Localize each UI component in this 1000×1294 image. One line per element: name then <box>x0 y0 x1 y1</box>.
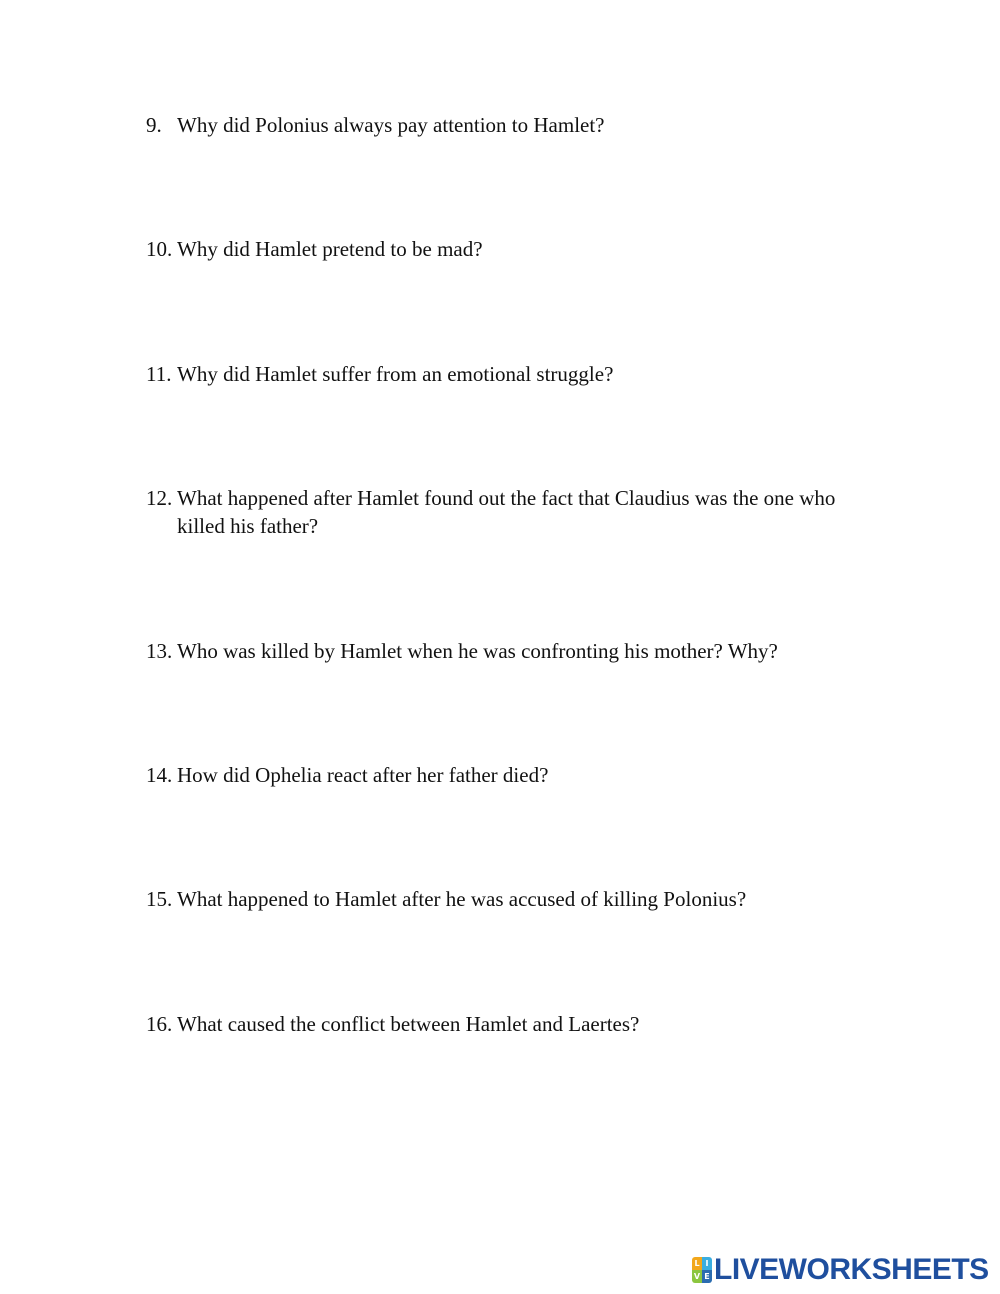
question-number: 14. <box>146 763 173 787</box>
question-11 <box>146 360 866 388</box>
question-number: 13. <box>146 639 173 663</box>
question-text: What happened after Hamlet found out the fact that Claudius was the one who killed his father? <box>177 486 836 538</box>
question-number: 10. <box>146 237 173 261</box>
logo-mark-letter: E <box>702 1270 712 1283</box>
question-number: 11. <box>146 362 172 386</box>
logo-wordmark: LIVEWORKSHEETS <box>714 1253 989 1286</box>
logo-mark-letter: I <box>702 1257 712 1270</box>
question-14 <box>146 761 866 789</box>
question-number: 16. <box>146 1012 173 1036</box>
liveworksheets-logo <box>692 1255 989 1285</box>
question-9 <box>146 111 866 139</box>
logo-mark-letter: V <box>693 1272 701 1281</box>
question-text: What happened to Hamlet after he was accused of killing Polonius? <box>177 887 747 911</box>
question-text: What caused the conflict between Hamlet and Laertes? <box>177 1012 640 1036</box>
question-16 <box>146 1010 866 1038</box>
question-15 <box>146 885 866 913</box>
question-text: Who was killed by Hamlet when he was confronting his mother? Why? <box>177 639 778 663</box>
question-text: Why did Polonius always pay attention to Hamlet? <box>177 113 605 137</box>
question-number: 15. <box>146 887 173 911</box>
question-number: 12. <box>146 486 173 510</box>
logo-mark-icon <box>692 1257 712 1283</box>
question-12 <box>146 484 866 540</box>
logo-mark-letter: L <box>692 1257 702 1270</box>
question-10 <box>146 235 866 263</box>
question-text: Why did Hamlet suffer from an emotional struggle? <box>177 362 614 386</box>
question-text: How did Ophelia react after her father died? <box>177 763 549 787</box>
question-text: Why did Hamlet pretend to be mad? <box>177 237 483 261</box>
question-13 <box>146 637 866 665</box>
question-number: 9. <box>146 113 162 137</box>
